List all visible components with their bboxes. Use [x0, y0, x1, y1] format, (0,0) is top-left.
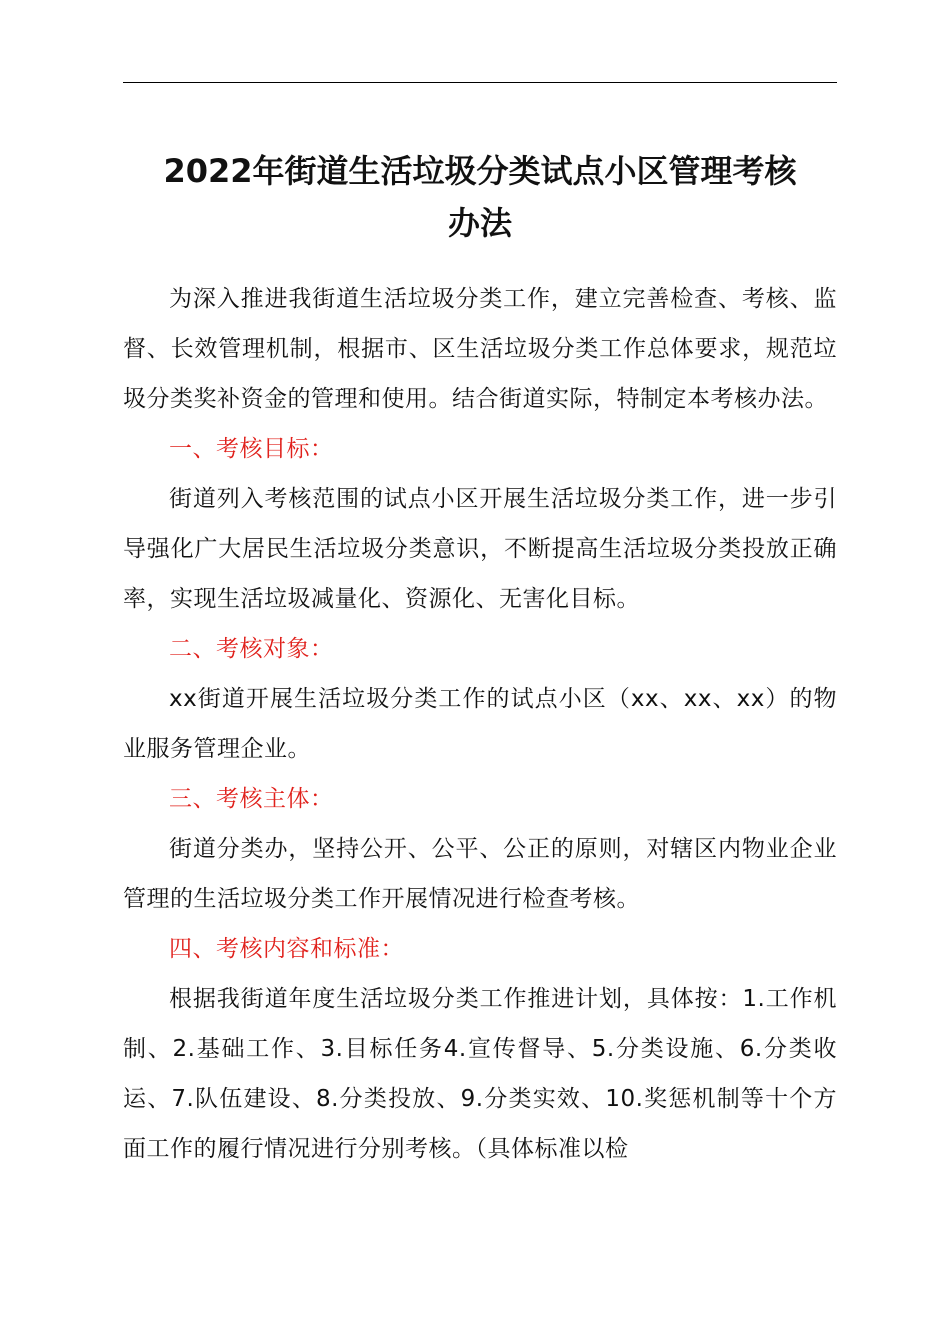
section-heading-goal: 一、考核目标：	[169, 436, 334, 462]
title-line-2: 办法	[447, 204, 512, 242]
section-text-target: xx街道开展生活垃圾分类工作的试点小区（xx、xx、xx）的物业服务管理企业。	[123, 686, 837, 762]
section-text-subject: 街道分类办，坚持公开、公平、公正的原则，对辖区内物业企业管理的生活垃圾分类工作开展情况进行检查考核。	[123, 836, 837, 912]
intro-paragraph: 为深入推进我街道生活垃圾分类工作，建立完善检查、考核、监督、长效管理机制，根据市、区生活垃圾分类工作总体要求，规范垃圾分类奖补资金的管理和使用。结合街道实际，特制定本考核办法。	[123, 286, 837, 412]
section-heading-target: 二、考核对象：	[169, 636, 334, 662]
document-title	[123, 145, 837, 249]
document-body	[123, 274, 837, 1174]
section-text-content: 根据我街道年度生活垃圾分类工作推进计划，具体按：1.工作机制、2.基础工作、3.目标任务4.宣传督导、5.分类设施、6.分类收运、7.队伍建设、8.分类投放、9.分类实效、10.奖惩机制等十个方面工作的履行情况进行分别考核。（具体标准以检	[123, 986, 837, 1162]
header-rule	[123, 82, 837, 83]
section-heading-subject: 三、考核主体：	[169, 786, 334, 812]
document-page	[123, 145, 837, 1174]
title-line-1: 2022年街道生活垃圾分类试点小区管理考核	[163, 152, 797, 190]
section-text-goal: 街道列入考核范围的试点小区开展生活垃圾分类工作，进一步引导强化广大居民生活垃圾分类意识，不断提高生活垃圾分类投放正确率，实现生活垃圾减量化、资源化、无害化目标。	[123, 486, 837, 612]
section-heading-content: 四、考核内容和标准：	[169, 936, 404, 962]
